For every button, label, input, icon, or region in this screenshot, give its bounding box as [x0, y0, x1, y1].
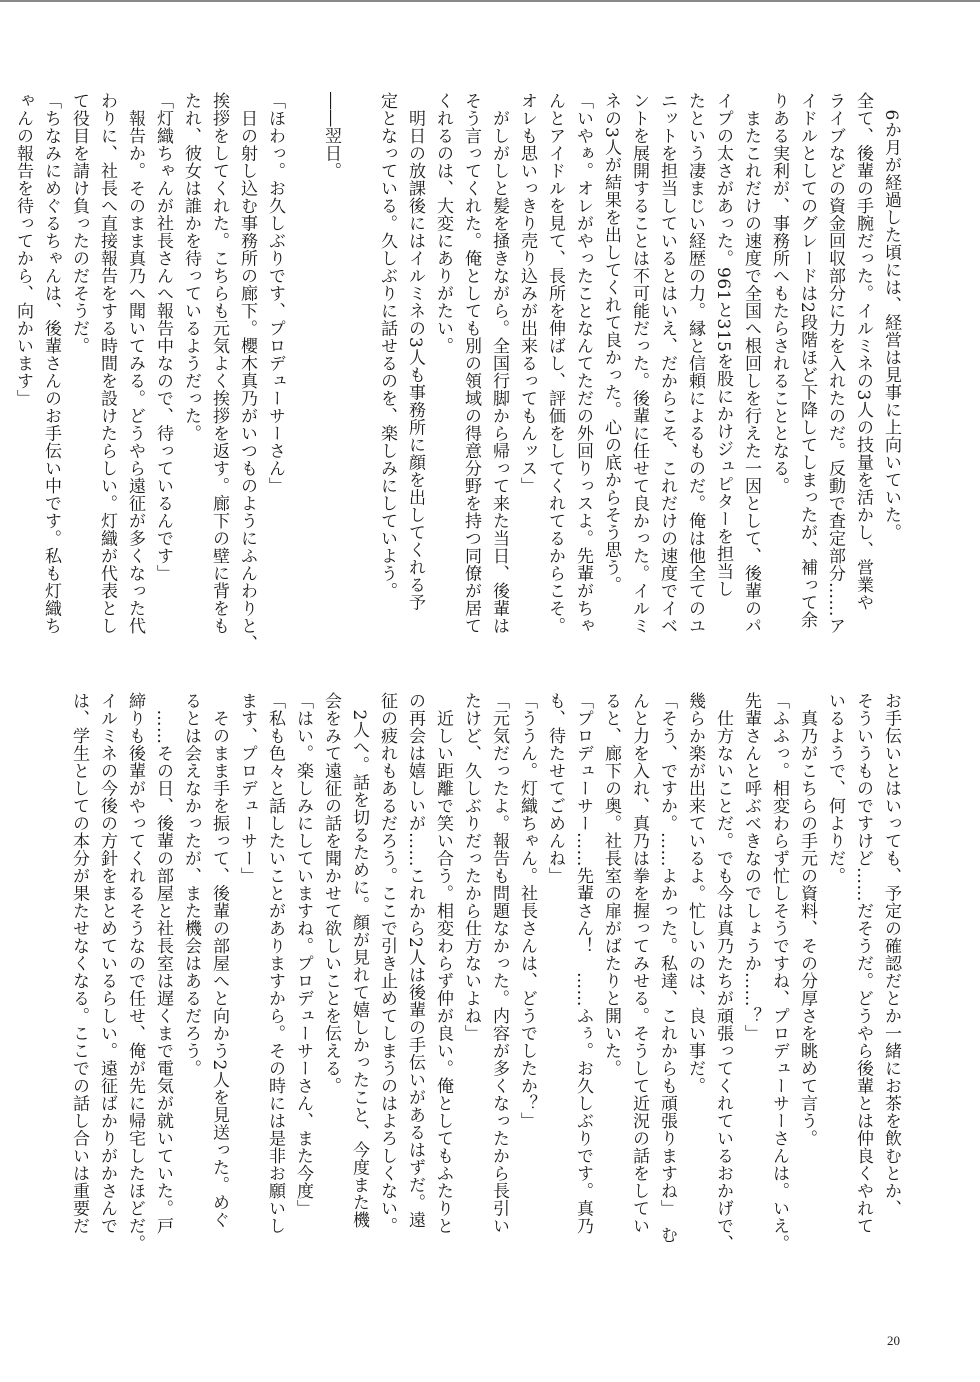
text-line: は、学生としての本分が果たせなくなる。ここでの話し合いは重要だ	[69, 692, 89, 1235]
page-number: 20	[887, 1333, 900, 1348]
top-border	[0, 0, 980, 2]
text-line: 真乃がこちらの手元の資料、その分厚さを眺めて言う。	[797, 692, 817, 1147]
text-line: オレも思いっきり売り込みが出来るってもんッス」	[517, 92, 537, 495]
text-line: 近しい距離で笑い合う。相変わらず仲が良い。俺としてもふたりと	[433, 692, 453, 1235]
text-line: そういうものですけど……だそうだ。どうやら後輩とは仲良くやれて	[853, 692, 873, 1235]
text-line: 「私も色々と話したいことがありますから。その時には是非お願いし	[265, 692, 285, 1235]
text-line: 仕方ないことだ。でも今は真乃たちが頑張ってくれているおかげで、	[713, 692, 733, 1252]
text-line: の再会は嬉しいが……これから2人は後輩の手伝いがあるはずだ。遠	[405, 692, 425, 1229]
text-line: たという凄まじい経歴の力。縁と信頼によるものだ。俺は他全てのユ	[685, 92, 705, 635]
text-line: 「いやぁ。オレがやったことなんてただの外回りっスよ。先輩がちゃ	[573, 92, 593, 635]
text-line: ……その日、後輩の部屋と社長室は遅くまで電気が就いていた。戸	[153, 692, 173, 1235]
text-line: ます、プロデューサー」	[237, 692, 257, 885]
text-line: 幾らか楽が出来ているよ。忙しいのは、良い事だ。	[685, 692, 705, 1095]
text-line: たけど、久しぶりだったから仕方ないよね」	[461, 692, 481, 1042]
text-line: がしがしと髪を掻きながら。全国行脚から帰って来た当日、後輩は	[489, 92, 509, 635]
text-line: ライブなどの資金回収部分に力を入れたのだ。反動で査定部分……ア	[825, 92, 845, 635]
text-line: 定となっている。久しぶりに話せるのを、楽しみにしていよう。	[377, 92, 397, 600]
text-line: 締りも後輩がやってくれるそうなので任せ、俺が先に帰宅したほどだ。	[125, 692, 145, 1252]
text-line: そう言ってくれた。俺としても別の領域の得意分野を持つ同僚が居て	[461, 92, 481, 635]
text-line: 報告か。そのまま真乃へ聞いてみる。どうやら遠征が多くなった代	[125, 92, 145, 635]
text-block-upper	[13, 92, 905, 652]
text-line: 2人へ。話を切るために。顔が見れて嬉しかったこと、今度また機	[349, 692, 369, 1229]
text-line: イドルとしてのグレードは2段階ほど下降してしまったが、補って余	[797, 92, 817, 629]
text-line: お手伝いとはいっても、予定の確認だとか一緒にお茶を飲むとか、	[881, 692, 901, 1217]
text-line: 6か月が経過した頃には、経営は見事に上向いていた。	[881, 92, 901, 541]
text-line: 「元気だったよ。報告も問題なかった。内容が多くなったから長引い	[489, 692, 509, 1235]
text-line	[345, 92, 373, 652]
text-line: 先輩さんと呼ぶべきなのでしょうか……？」	[741, 692, 761, 1042]
text-line: 「そう、ですか。……よかった。私達、これからも頑張りますね」 む	[657, 692, 677, 1244]
text-line: ントを展開することは不可能だった。後輩に任せて良かった。イルミ	[629, 92, 649, 635]
text-line: たれ、彼女は誰かを待っているようだった。	[181, 92, 201, 442]
text-line: ゃんの報告を待ってから、向かいます」	[13, 92, 33, 407]
text-line: またこれだけの速度で全国へ根回しを行えた一因として、後輩のパ	[741, 92, 761, 635]
text-line: 全て、後輩の手腕だった。イルミネの3人の技量を活かし、営業や	[853, 92, 873, 611]
text-line: いるようで、何よりだ。	[825, 692, 845, 885]
text-line: 征の疲れもあるだろう。ここで引き止めてしまうのはよろしくない。	[377, 692, 397, 1235]
text-line	[289, 92, 317, 652]
text-line: わりに、社長へ直接報告をする時間を設けたらしい。灯織が代表とし	[97, 92, 117, 635]
text-line: るとは会えなかったが、また機会はあるだろう。	[181, 692, 201, 1077]
text-line: 「プロデューサー……先輩さん！ ……ふぅ。お久しぶりです。真乃	[573, 692, 593, 1235]
text-line: くれるのは、大変にありがたい。	[433, 92, 453, 355]
text-line: んとアイドルを見て、長所を伸ばし、評価をしてくれてるからこそ。	[545, 92, 565, 635]
text-line: 「ふふっ。相変わらず忙しそうですね、プロデューサーさんは。いえ。	[769, 692, 789, 1252]
text-line: 挨拶をしてくれた。こちらも元気よく挨拶を返す。廊下の壁に背をも	[209, 92, 229, 635]
text-line: 「ううん。灯織ちゃん。社長さんは、どうでしたか？」	[517, 692, 537, 1130]
text-line: ると、廊下の奥。社長室の扉がばたりと開いた。	[601, 692, 621, 1077]
text-line: 明日の放課後にはイルミネの3人も事務所に顔を出してくれる予	[405, 92, 425, 611]
text-line: りある実利が、事務所へもたらされることとなる。	[769, 92, 789, 495]
text-line: ネの3人が結果を出してくれて良かった。心の底からそう思う。	[601, 92, 621, 594]
text-line: も、待たせてごめんね」	[545, 692, 565, 885]
text-line: そのまま手を振って、後輩の部屋へと向かう2人を見送った。めぐ	[209, 692, 229, 1229]
text-line: ――翌日。	[321, 92, 341, 180]
text-line: 「灯織ちゃんが社長さんへ報告中なので、待っているんです」	[153, 92, 173, 582]
text-line: 「ちなみにめぐるちゃんは、後輩さんのお手伝い中です。私も灯織ち	[41, 92, 61, 635]
text-line: 「ほわっ。お久しぶりです、プロデューサーさん」	[265, 92, 285, 495]
text-line: んと力を入れ、真乃は拳を握ってみせる。そうして近況の話をしてい	[629, 692, 649, 1235]
text-line: ニットを担当しているとはいえ、だからこそ、これだけの速度でイベ	[657, 92, 677, 635]
text-line: イプの太さがあった。961と315を股にかけジュピターを担当し	[713, 92, 733, 598]
text-line: イルミネの今後の方針をまとめているらしい。遠征ばかりがかさんで	[97, 692, 117, 1235]
text-block-lower	[69, 692, 905, 1320]
text-line: 「はい。楽しみにしていますね。プロデューサーさん、また今度」	[293, 692, 313, 1217]
text-line: 日の射し込む事務所の廊下。櫻木真乃がいつものようにふんわりと、	[237, 92, 257, 652]
text-line: て役目を請け負ったのだそうだ。	[69, 92, 89, 355]
text-line: 会をみて遠征の話を聞かせて欲しいことを伝える。	[321, 692, 341, 1095]
